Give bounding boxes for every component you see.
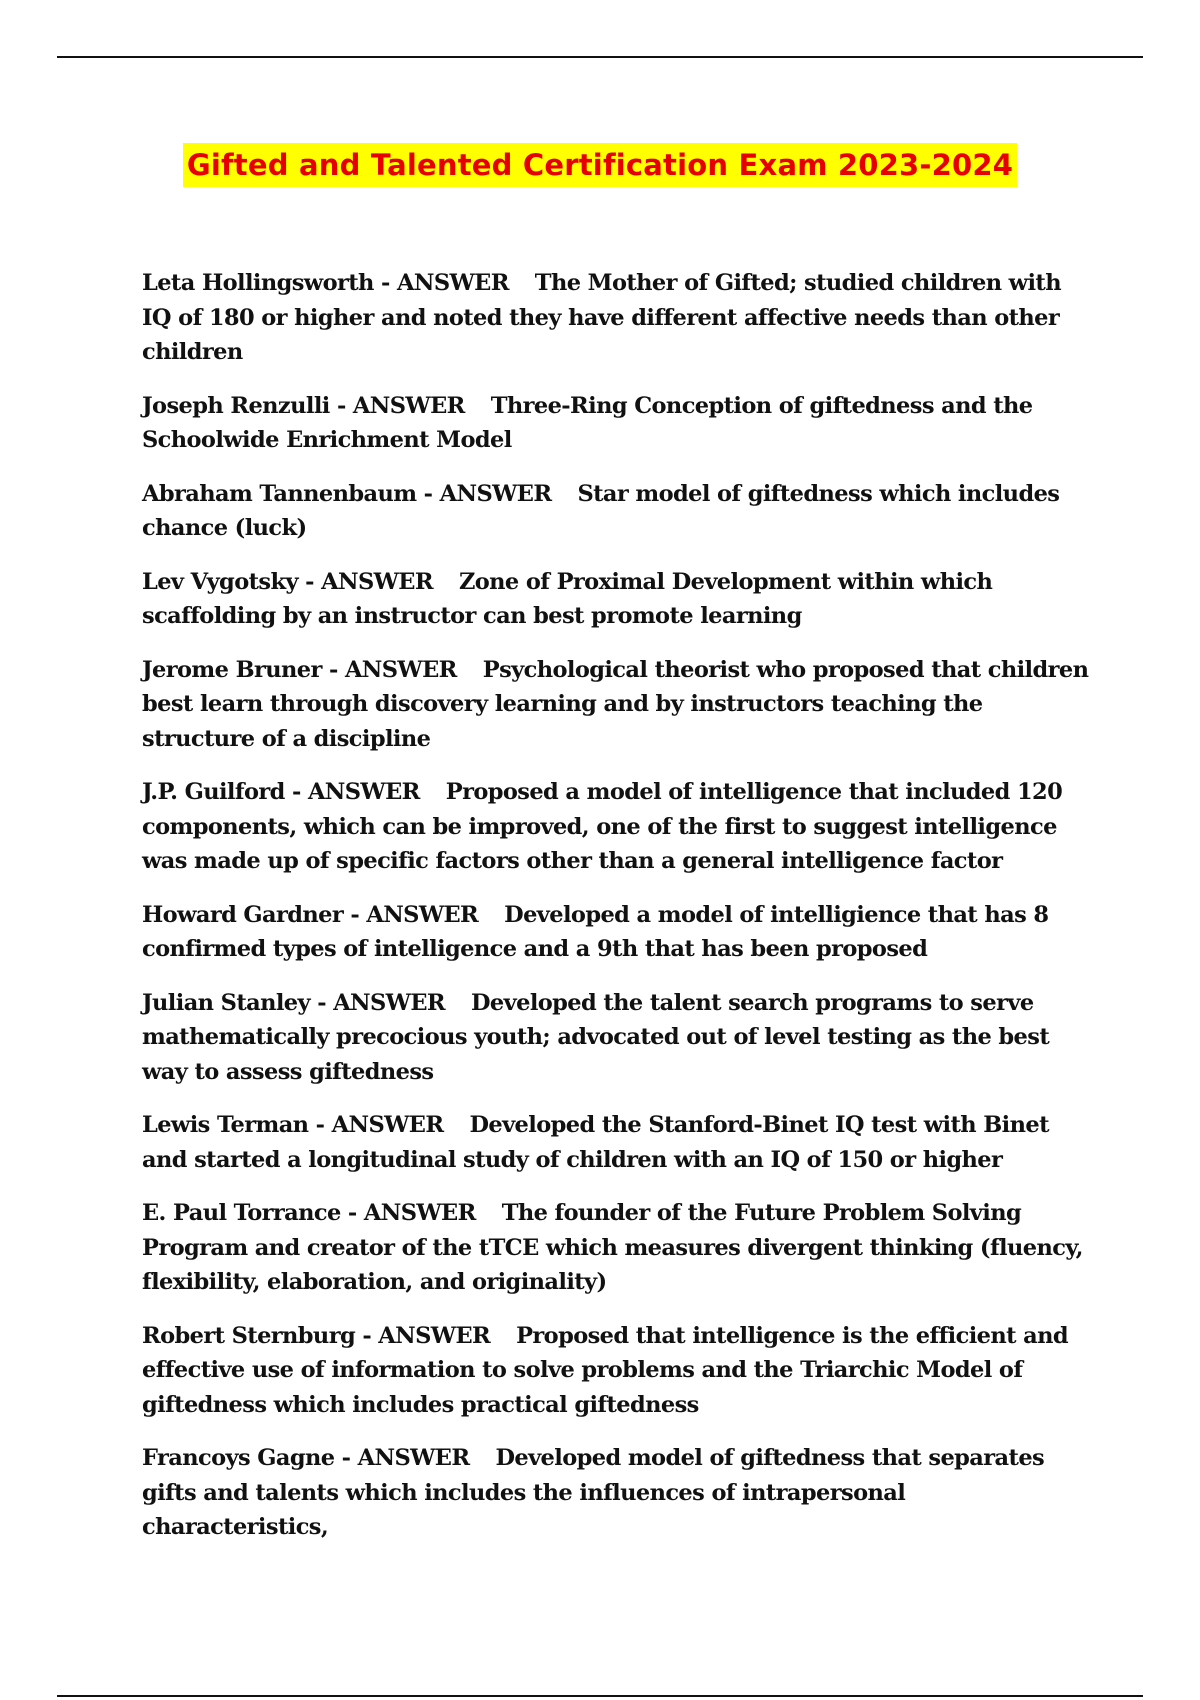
qa-entry bbox=[142, 653, 1092, 757]
qa-entry bbox=[142, 986, 1092, 1090]
entry-definition: Star model of giftedness which includes chance (luck) bbox=[142, 480, 1060, 541]
entry-term: Robert Sternburg bbox=[142, 1322, 356, 1349]
entry-definition: Developed the talent search programs to serve mathematically precocious youth; advocated out of level testing as the best way to assess giftedness bbox=[142, 989, 1050, 1085]
title-container bbox=[0, 143, 1200, 187]
entry-definition: Proposed a model of intelligence that included 120 components, which can be improved, one of the first to suggest intelligence was made up of specific factors other than a general intelligence factor bbox=[142, 779, 1063, 874]
entry-definition: Developed a model of intelligience that has 8 confirmed types of intelligence and a 9th that has been proposed bbox=[142, 901, 1049, 962]
entry-definition: The founder of the Future Problem Solving Program and creator of the tTCE which measures divergent thinking (fluency, flexibility, elaboration, and originality) bbox=[142, 1200, 1083, 1295]
entry-definition: Proposed that intelligence is the efficient and effective use of information to solve problems and the Triarchic Model of giftedness which includes practical giftedness bbox=[142, 1322, 1069, 1418]
qa-entry bbox=[142, 1319, 1092, 1423]
entry-term: Francoys Gagne bbox=[142, 1445, 335, 1471]
answer-separator: - ANSWER bbox=[416, 480, 552, 507]
entry-term: Abraham Tannenbaum bbox=[142, 480, 417, 507]
answer-separator: - ANSWER bbox=[321, 656, 457, 683]
entry-definition: Zone of Proximal Development within which scaffolding by an instructor can best promote learning bbox=[142, 568, 993, 629]
answer-separator: - ANSWER bbox=[343, 901, 479, 928]
page-title: Gifted and Talented Certification Exam 2023-2024 bbox=[183, 143, 1017, 187]
qa-list bbox=[142, 266, 1092, 1564]
answer-separator: - ANSWER bbox=[310, 989, 445, 1016]
qa-entry bbox=[142, 898, 1092, 967]
answer-separator: - ANSWER bbox=[340, 1200, 476, 1226]
qa-entry bbox=[142, 477, 1092, 546]
entry-definition: Psychological theorist who proposed that children best learn through discovery learning and by instructors teaching the structure of a discipline bbox=[142, 656, 1089, 752]
qa-entry bbox=[142, 775, 1092, 879]
top-rule bbox=[57, 56, 1143, 58]
entry-definition: The Mother of Gifted; studied children with IQ of 180 or higher and noted they have different affective needs than other children bbox=[142, 270, 1061, 365]
entry-definition: Developed the Stanford-Binet IQ test with Binet and started a longitudinal study of children with an IQ of 150 or higher bbox=[142, 1112, 1049, 1173]
qa-entry bbox=[142, 1196, 1092, 1300]
answer-separator: - ANSWER bbox=[355, 1322, 491, 1349]
answer-separator: - ANSWER bbox=[334, 1445, 470, 1471]
qa-entry bbox=[142, 1441, 1092, 1545]
entry-term: J.P. Guilford bbox=[142, 779, 285, 805]
entry-term: Lewis Terman bbox=[142, 1112, 309, 1138]
qa-entry bbox=[142, 1108, 1092, 1177]
entry-term: Julian Stanley bbox=[142, 989, 310, 1016]
entry-term: Leta Hollingsworth bbox=[142, 270, 374, 296]
bottom-rule bbox=[57, 1695, 1143, 1697]
answer-separator: - ANSWER bbox=[297, 568, 433, 595]
entry-term: E. Paul Torrance bbox=[142, 1200, 341, 1226]
entry-definition: Three-Ring Conception of giftedness and the Schoolwide Enrichment Model bbox=[142, 392, 1033, 453]
qa-entry bbox=[142, 389, 1092, 458]
entry-term: Howard Gardner bbox=[142, 901, 344, 928]
answer-separator: - ANSWER bbox=[308, 1112, 444, 1138]
entry-term: Lev Vygotsky bbox=[142, 568, 298, 595]
entry-term: Joseph Renzulli bbox=[142, 392, 330, 419]
answer-separator: - ANSWER bbox=[284, 779, 420, 805]
answer-separator: - ANSWER bbox=[329, 392, 465, 419]
qa-entry bbox=[142, 266, 1092, 370]
entry-term: Jerome Bruner bbox=[142, 656, 322, 683]
entry-definition: Developed model of giftedness that separates gifts and talents which includes the influences of intrapersonal characteristics, bbox=[142, 1445, 1045, 1540]
qa-entry bbox=[142, 565, 1092, 634]
answer-separator: - ANSWER bbox=[373, 270, 509, 296]
